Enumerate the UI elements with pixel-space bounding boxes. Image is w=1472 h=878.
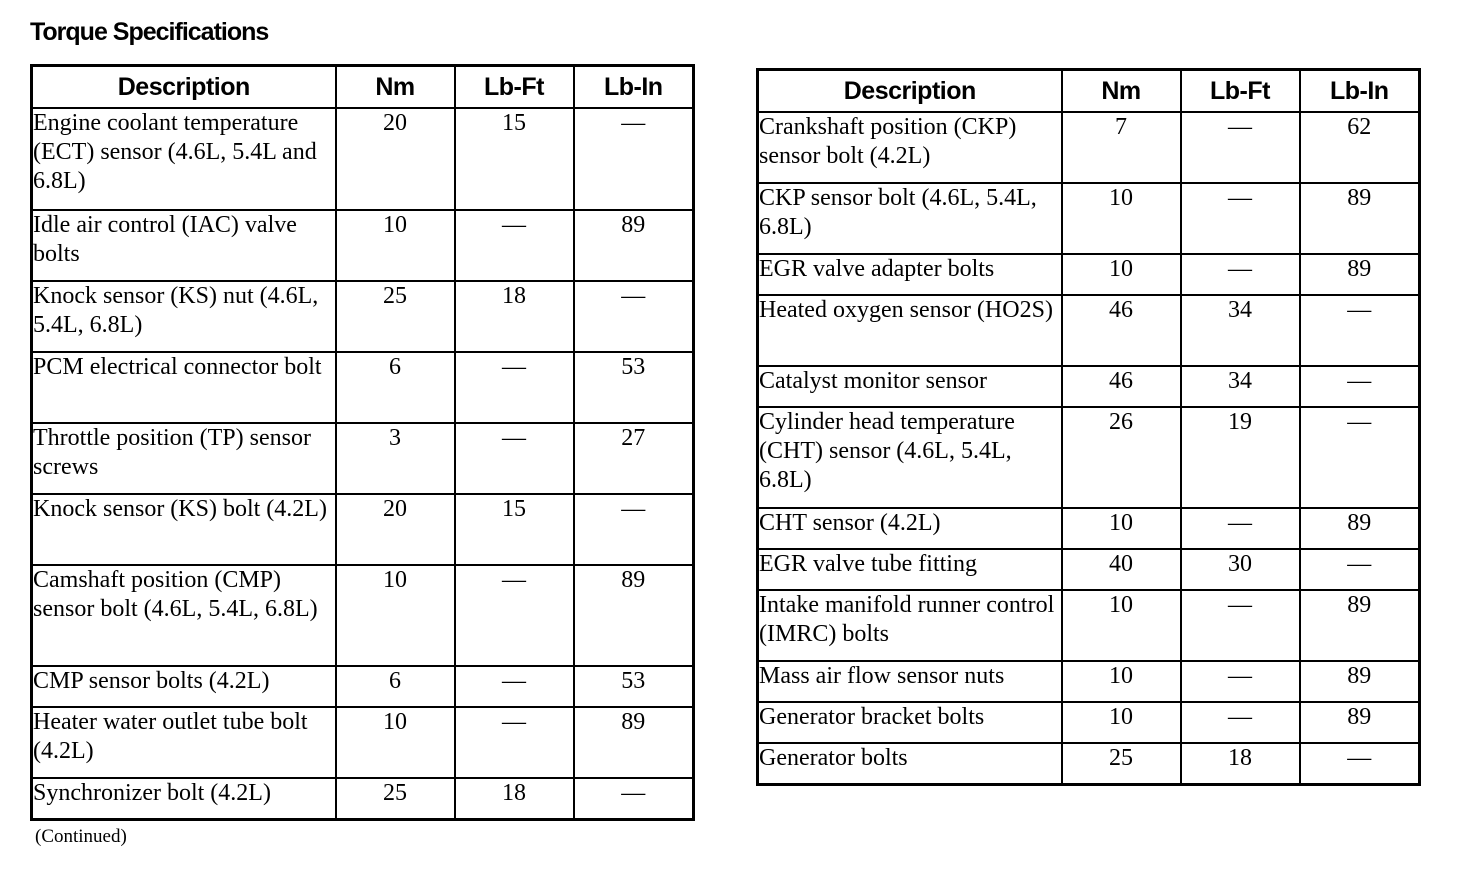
cell-description: Cylinder head temperature (CHT) sensor (4.6L, 5.4L, 6.8L) <box>758 407 1062 508</box>
cell-description: Knock sensor (KS) bolt (4.2L) <box>32 494 336 565</box>
cell-nm: 10 <box>1062 590 1181 661</box>
cell-nm: 46 <box>1062 366 1181 407</box>
table-header-row <box>758 70 1420 113</box>
cell-description: Mass air flow sensor nuts <box>758 661 1062 702</box>
page-title: Torque Specifications <box>30 18 269 46</box>
cell-lb-ft: — <box>1181 702 1300 743</box>
torque-table-right <box>756 68 1421 786</box>
cell-description: Heater water outlet tube bolt (4.2L) <box>32 707 336 778</box>
cell-nm: 10 <box>1062 508 1181 549</box>
table-row <box>758 661 1420 702</box>
cell-lb-ft: — <box>455 666 574 707</box>
header-description: Description <box>32 66 336 109</box>
cell-lb-ft: — <box>1181 508 1300 549</box>
cell-nm: 6 <box>336 352 455 423</box>
cell-lb-ft: 19 <box>1181 407 1300 508</box>
cell-lb-ft: — <box>1181 254 1300 295</box>
cell-lb-ft: — <box>1181 661 1300 702</box>
cell-nm: 40 <box>1062 549 1181 590</box>
header-lb-ft: Lb-Ft <box>1181 70 1300 113</box>
cell-lb-ft: — <box>1181 183 1300 254</box>
cell-lb-in: — <box>574 281 694 352</box>
cell-lb-in: 62 <box>1300 112 1420 183</box>
cell-lb-ft: — <box>455 352 574 423</box>
table-row <box>32 494 694 565</box>
cell-lb-in: — <box>1300 407 1420 508</box>
cell-description: Camshaft position (CMP) sensor bolt (4.6L, 5.4L, 6.8L) <box>32 565 336 666</box>
cell-lb-in: — <box>1300 295 1420 366</box>
table-row <box>758 254 1420 295</box>
cell-lb-in: — <box>574 108 694 210</box>
cell-nm: 26 <box>1062 407 1181 508</box>
cell-lb-ft: 18 <box>455 281 574 352</box>
cell-description: Crankshaft position (CKP) sensor bolt (4.2L) <box>758 112 1062 183</box>
table-row <box>32 352 694 423</box>
cell-description: Generator bolts <box>758 743 1062 784</box>
cell-lb-ft: 34 <box>1181 366 1300 407</box>
table-row <box>758 407 1420 508</box>
cell-lb-ft: 30 <box>1181 549 1300 590</box>
cell-lb-in: — <box>1300 366 1420 407</box>
table-row <box>32 210 694 281</box>
cell-description: Idle air control (IAC) valve bolts <box>32 210 336 281</box>
cell-lb-ft: 18 <box>455 778 574 819</box>
cell-lb-ft: 34 <box>1181 295 1300 366</box>
header-lb-in: Lb-In <box>1300 70 1420 113</box>
cell-nm: 25 <box>336 281 455 352</box>
cell-description: Throttle position (TP) sensor screws <box>32 423 336 494</box>
cell-description: PCM electrical connector bolt <box>32 352 336 423</box>
cell-nm: 10 <box>336 707 455 778</box>
cell-lb-ft: — <box>1181 112 1300 183</box>
table-row <box>32 707 694 778</box>
cell-lb-in: — <box>1300 549 1420 590</box>
cell-lb-in: 89 <box>1300 254 1420 295</box>
cell-lb-ft: — <box>455 565 574 666</box>
cell-lb-in: 89 <box>1300 508 1420 549</box>
torque-table-left <box>30 64 695 821</box>
cell-lb-ft: — <box>455 707 574 778</box>
cell-description: Generator bracket bolts <box>758 702 1062 743</box>
cell-nm: 10 <box>1062 183 1181 254</box>
cell-description: Knock sensor (KS) nut (4.6L, 5.4L, 6.8L) <box>32 281 336 352</box>
table-row <box>32 666 694 707</box>
table-row <box>758 295 1420 366</box>
cell-nm: 10 <box>1062 702 1181 743</box>
cell-nm: 6 <box>336 666 455 707</box>
table-row <box>32 108 694 210</box>
header-description: Description <box>758 70 1062 113</box>
cell-lb-in: 53 <box>574 666 694 707</box>
cell-lb-in: 89 <box>574 707 694 778</box>
cell-description: CHT sensor (4.2L) <box>758 508 1062 549</box>
cell-nm: 20 <box>336 494 455 565</box>
cell-nm: 7 <box>1062 112 1181 183</box>
cell-description: CMP sensor bolts (4.2L) <box>32 666 336 707</box>
cell-lb-in: 53 <box>574 352 694 423</box>
cell-nm: 10 <box>336 210 455 281</box>
table-row <box>758 702 1420 743</box>
continued-note: (Continued) <box>35 826 127 847</box>
table-row <box>758 508 1420 549</box>
table-row <box>32 281 694 352</box>
table-row <box>758 366 1420 407</box>
table-row <box>758 549 1420 590</box>
cell-description: Synchronizer bolt (4.2L) <box>32 778 336 819</box>
cell-lb-in: — <box>574 778 694 819</box>
cell-description: Engine coolant temperature (ECT) sensor (4.6L, 5.4L and 6.8L) <box>32 108 336 210</box>
cell-nm: 10 <box>336 565 455 666</box>
table-row <box>758 112 1420 183</box>
table-row <box>32 423 694 494</box>
table-row <box>758 590 1420 661</box>
cell-lb-ft: — <box>455 423 574 494</box>
header-nm: Nm <box>1062 70 1181 113</box>
cell-nm: 25 <box>336 778 455 819</box>
table-row <box>32 778 694 819</box>
cell-lb-in: 89 <box>1300 661 1420 702</box>
cell-lb-ft: 18 <box>1181 743 1300 784</box>
cell-nm: 3 <box>336 423 455 494</box>
cell-nm: 20 <box>336 108 455 210</box>
cell-description: Catalyst monitor sensor <box>758 366 1062 407</box>
cell-nm: 46 <box>1062 295 1181 366</box>
cell-nm: 10 <box>1062 254 1181 295</box>
table-row <box>758 183 1420 254</box>
cell-description: EGR valve adapter bolts <box>758 254 1062 295</box>
cell-lb-in: 89 <box>574 210 694 281</box>
cell-description: Heated oxygen sensor (HO2S) <box>758 295 1062 366</box>
cell-lb-in: 89 <box>574 565 694 666</box>
header-lb-ft: Lb-Ft <box>455 66 574 109</box>
cell-description: EGR valve tube fitting <box>758 549 1062 590</box>
header-lb-in: Lb-In <box>574 66 694 109</box>
cell-lb-ft: — <box>455 210 574 281</box>
table-row <box>758 743 1420 784</box>
cell-lb-ft: — <box>1181 590 1300 661</box>
cell-nm: 10 <box>1062 661 1181 702</box>
cell-lb-in: 89 <box>1300 183 1420 254</box>
cell-lb-ft: 15 <box>455 494 574 565</box>
cell-lb-in: 27 <box>574 423 694 494</box>
cell-lb-in: — <box>574 494 694 565</box>
cell-lb-in: 89 <box>1300 590 1420 661</box>
header-nm: Nm <box>336 66 455 109</box>
cell-nm: 25 <box>1062 743 1181 784</box>
cell-description: Intake manifold runner control (IMRC) bolts <box>758 590 1062 661</box>
table-row <box>32 565 694 666</box>
cell-lb-ft: 15 <box>455 108 574 210</box>
cell-lb-in: 89 <box>1300 702 1420 743</box>
table-header-row <box>32 66 694 109</box>
cell-description: CKP sensor bolt (4.6L, 5.4L, 6.8L) <box>758 183 1062 254</box>
cell-lb-in: — <box>1300 743 1420 784</box>
